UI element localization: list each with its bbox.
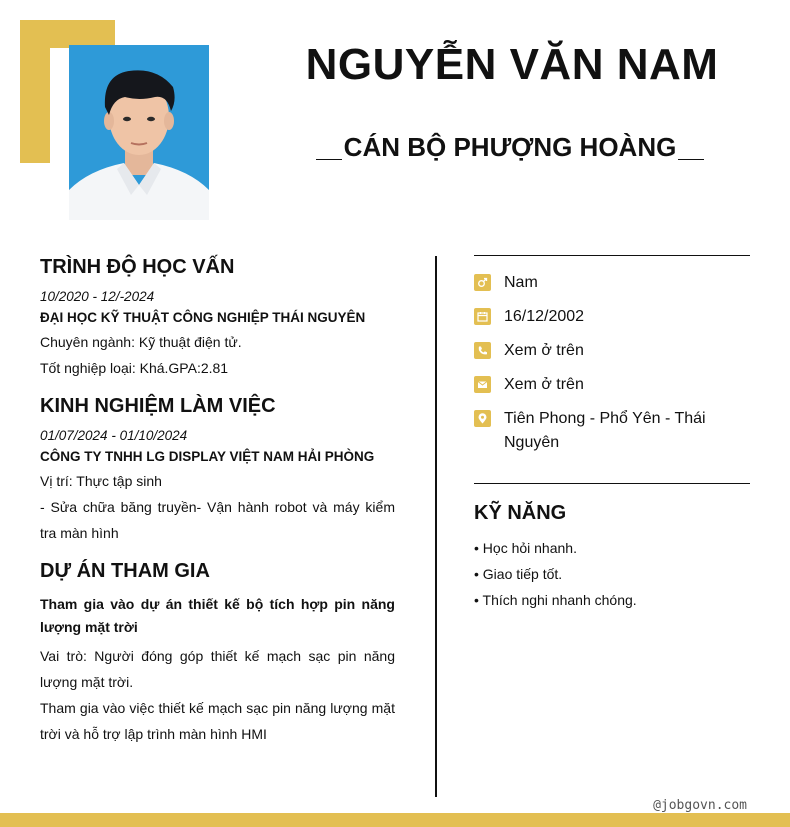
project-title: Tham gia vào dự án thiết kế bộ tích hợp pin năng lượng mặt trời — [40, 596, 395, 635]
gender-icon — [474, 274, 491, 291]
title-right-rule — [678, 159, 704, 160]
experience-position: Vị trí: Thực tập sinh — [40, 473, 162, 489]
education-school: ĐẠI HỌC KỸ THUẬT CÔNG NGHIỆP THÁI NGUYÊN — [40, 310, 366, 325]
skills-heading: KỸ NĂNG — [474, 502, 567, 524]
phone-value: Xem ở trên — [504, 342, 584, 359]
info-email — [474, 373, 750, 397]
skill-item: • Học hỏi nhanh. — [474, 540, 577, 556]
projects-section — [40, 560, 395, 747]
education-major: Chuyên ngành: Kỹ thuật điện tử. — [40, 334, 242, 350]
education-section — [40, 256, 395, 381]
skills-list — [474, 535, 750, 613]
skill-item: • Giao tiếp tốt. — [474, 566, 563, 582]
skill-item: • Thích nghi nhanh chóng. — [474, 592, 637, 608]
experience-section — [40, 395, 395, 546]
info-bottom-rule — [474, 483, 750, 484]
project-detail: Tham gia vào việc thiết kế mạch sạc pin năng lượng mặt trời và hỗ trợ lập trình màn hình HMI — [40, 700, 395, 742]
experience-date: 01/07/2024 - 01/10/2024 — [40, 428, 188, 443]
info-phone — [474, 339, 750, 363]
watermark: @jobgovn.com — [650, 798, 750, 813]
left-column — [40, 256, 395, 761]
email-value: Xem ở trên — [504, 376, 584, 393]
footer-bar — [0, 813, 790, 827]
calendar-icon — [474, 308, 491, 325]
personal-info-list — [474, 256, 750, 483]
education-heading: TRÌNH ĐỘ HỌC VẤN — [40, 256, 235, 278]
education-date: 10/2020 - 12/-2024 — [40, 289, 155, 304]
info-birthday — [474, 305, 750, 329]
projects-heading: DỰ ÁN THAM GIA — [40, 560, 210, 582]
job-title: CÁN BỘ PHƯỢNG HOÀNG — [343, 132, 677, 162]
info-gender — [474, 271, 750, 295]
profile-photo — [69, 45, 209, 220]
phone-icon — [474, 342, 491, 359]
column-divider — [435, 256, 437, 797]
birthday-value: 16/12/2002 — [504, 308, 585, 325]
experience-heading: KINH NGHIỆM LÀM VIỆC — [40, 395, 276, 417]
education-grade: Tốt nghiệp loại: Khá.GPA:2.81 — [40, 360, 229, 376]
candidate-name: NGUYỄN VĂN NAM — [305, 40, 719, 89]
address-value: Tiên Phong - Phổ Yên - Thái Nguyên — [504, 410, 706, 451]
job-title-wrapper — [316, 132, 704, 163]
title-left-rule — [316, 159, 342, 160]
experience-company: CÔNG TY TNHH LG DISPLAY VIỆT NAM HẢI PHÒNG — [40, 449, 375, 464]
project-role: Vai trò: Người đóng góp thiết kế mạch sạc pin năng lượng mặt trời. — [40, 648, 395, 690]
gender-value: Nam — [504, 274, 538, 291]
experience-tasks: - Sửa chữa băng truyền- Vận hành robot và máy kiểm tra màn hình — [40, 499, 395, 541]
right-column — [474, 255, 750, 613]
info-address — [474, 407, 750, 455]
location-pin-icon — [474, 410, 491, 427]
email-icon — [474, 376, 491, 393]
